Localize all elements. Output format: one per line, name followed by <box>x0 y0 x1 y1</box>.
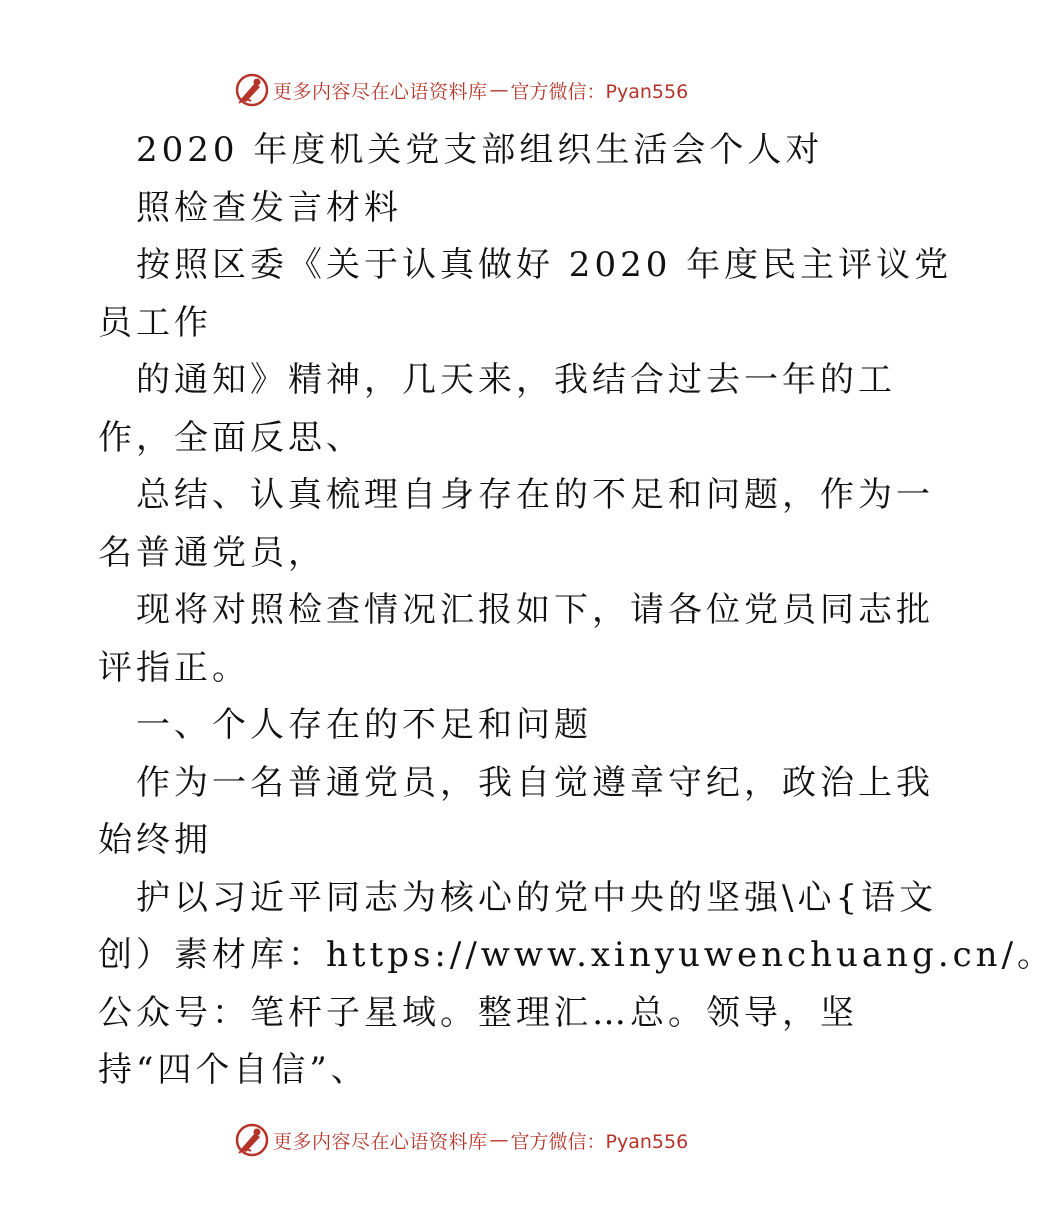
doc-line: 持“四个自信”、 <box>98 1050 369 1090</box>
doc-line: 创）素材库：https://www.xinyuwenchuang.cn/。 <box>98 935 1055 975</box>
doc-line: 按照区委《关于认真做好 2020 年度民主评议党 <box>136 245 953 285</box>
doc-line: 照检查发言材料 <box>136 187 402 228</box>
footer-banner <box>235 1122 688 1158</box>
doc-line: 作为一名普通党员，我自觉遵章守纪，政治上我 <box>136 762 934 803</box>
doc-line: 始终拥 <box>98 820 212 860</box>
doc-line: 现将对照检查情况汇报如下，请各位党员同志批 <box>136 590 934 630</box>
doc-line: 名普通党员， <box>98 532 326 573</box>
doc-line: 员工作 <box>98 302 212 343</box>
doc-line: 的通知》精神，几天来，我结合过去一年的工 <box>136 360 896 400</box>
doc-line: 作，全面反思、 <box>98 417 364 458</box>
doc-line: 公众号：笔杆子星域。整理汇…总。领导，坚 <box>98 992 858 1033</box>
doc-line: 评指正。 <box>98 647 250 688</box>
doc-line: 总结、认真梳理自身存在的不足和问题，作为一 <box>136 475 934 515</box>
header-banner <box>235 72 688 108</box>
banner-official: 官方微信：Pyan556 <box>510 1130 689 1153</box>
doc-line: 2020 年度机关党支部组织生活会个人对 <box>136 130 824 170</box>
doc-line: 一、个人存在的不足和问题 <box>136 705 592 745</box>
doc-line: 护以习近平同志为核心的党中央的坚强\心{语文 <box>136 877 938 918</box>
banner-dash: — <box>489 1129 509 1151</box>
banner-dash: — <box>489 79 509 101</box>
banner-official: 官方微信：Pyan556 <box>510 80 689 103</box>
banner-text: 更多内容尽在心语资料库 <box>273 80 488 103</box>
pen-logo-icon <box>235 73 269 107</box>
pen-logo-icon <box>235 1123 269 1157</box>
banner-text: 更多内容尽在心语资料库 <box>273 1130 488 1153</box>
document-body <box>98 122 1055 1100</box>
